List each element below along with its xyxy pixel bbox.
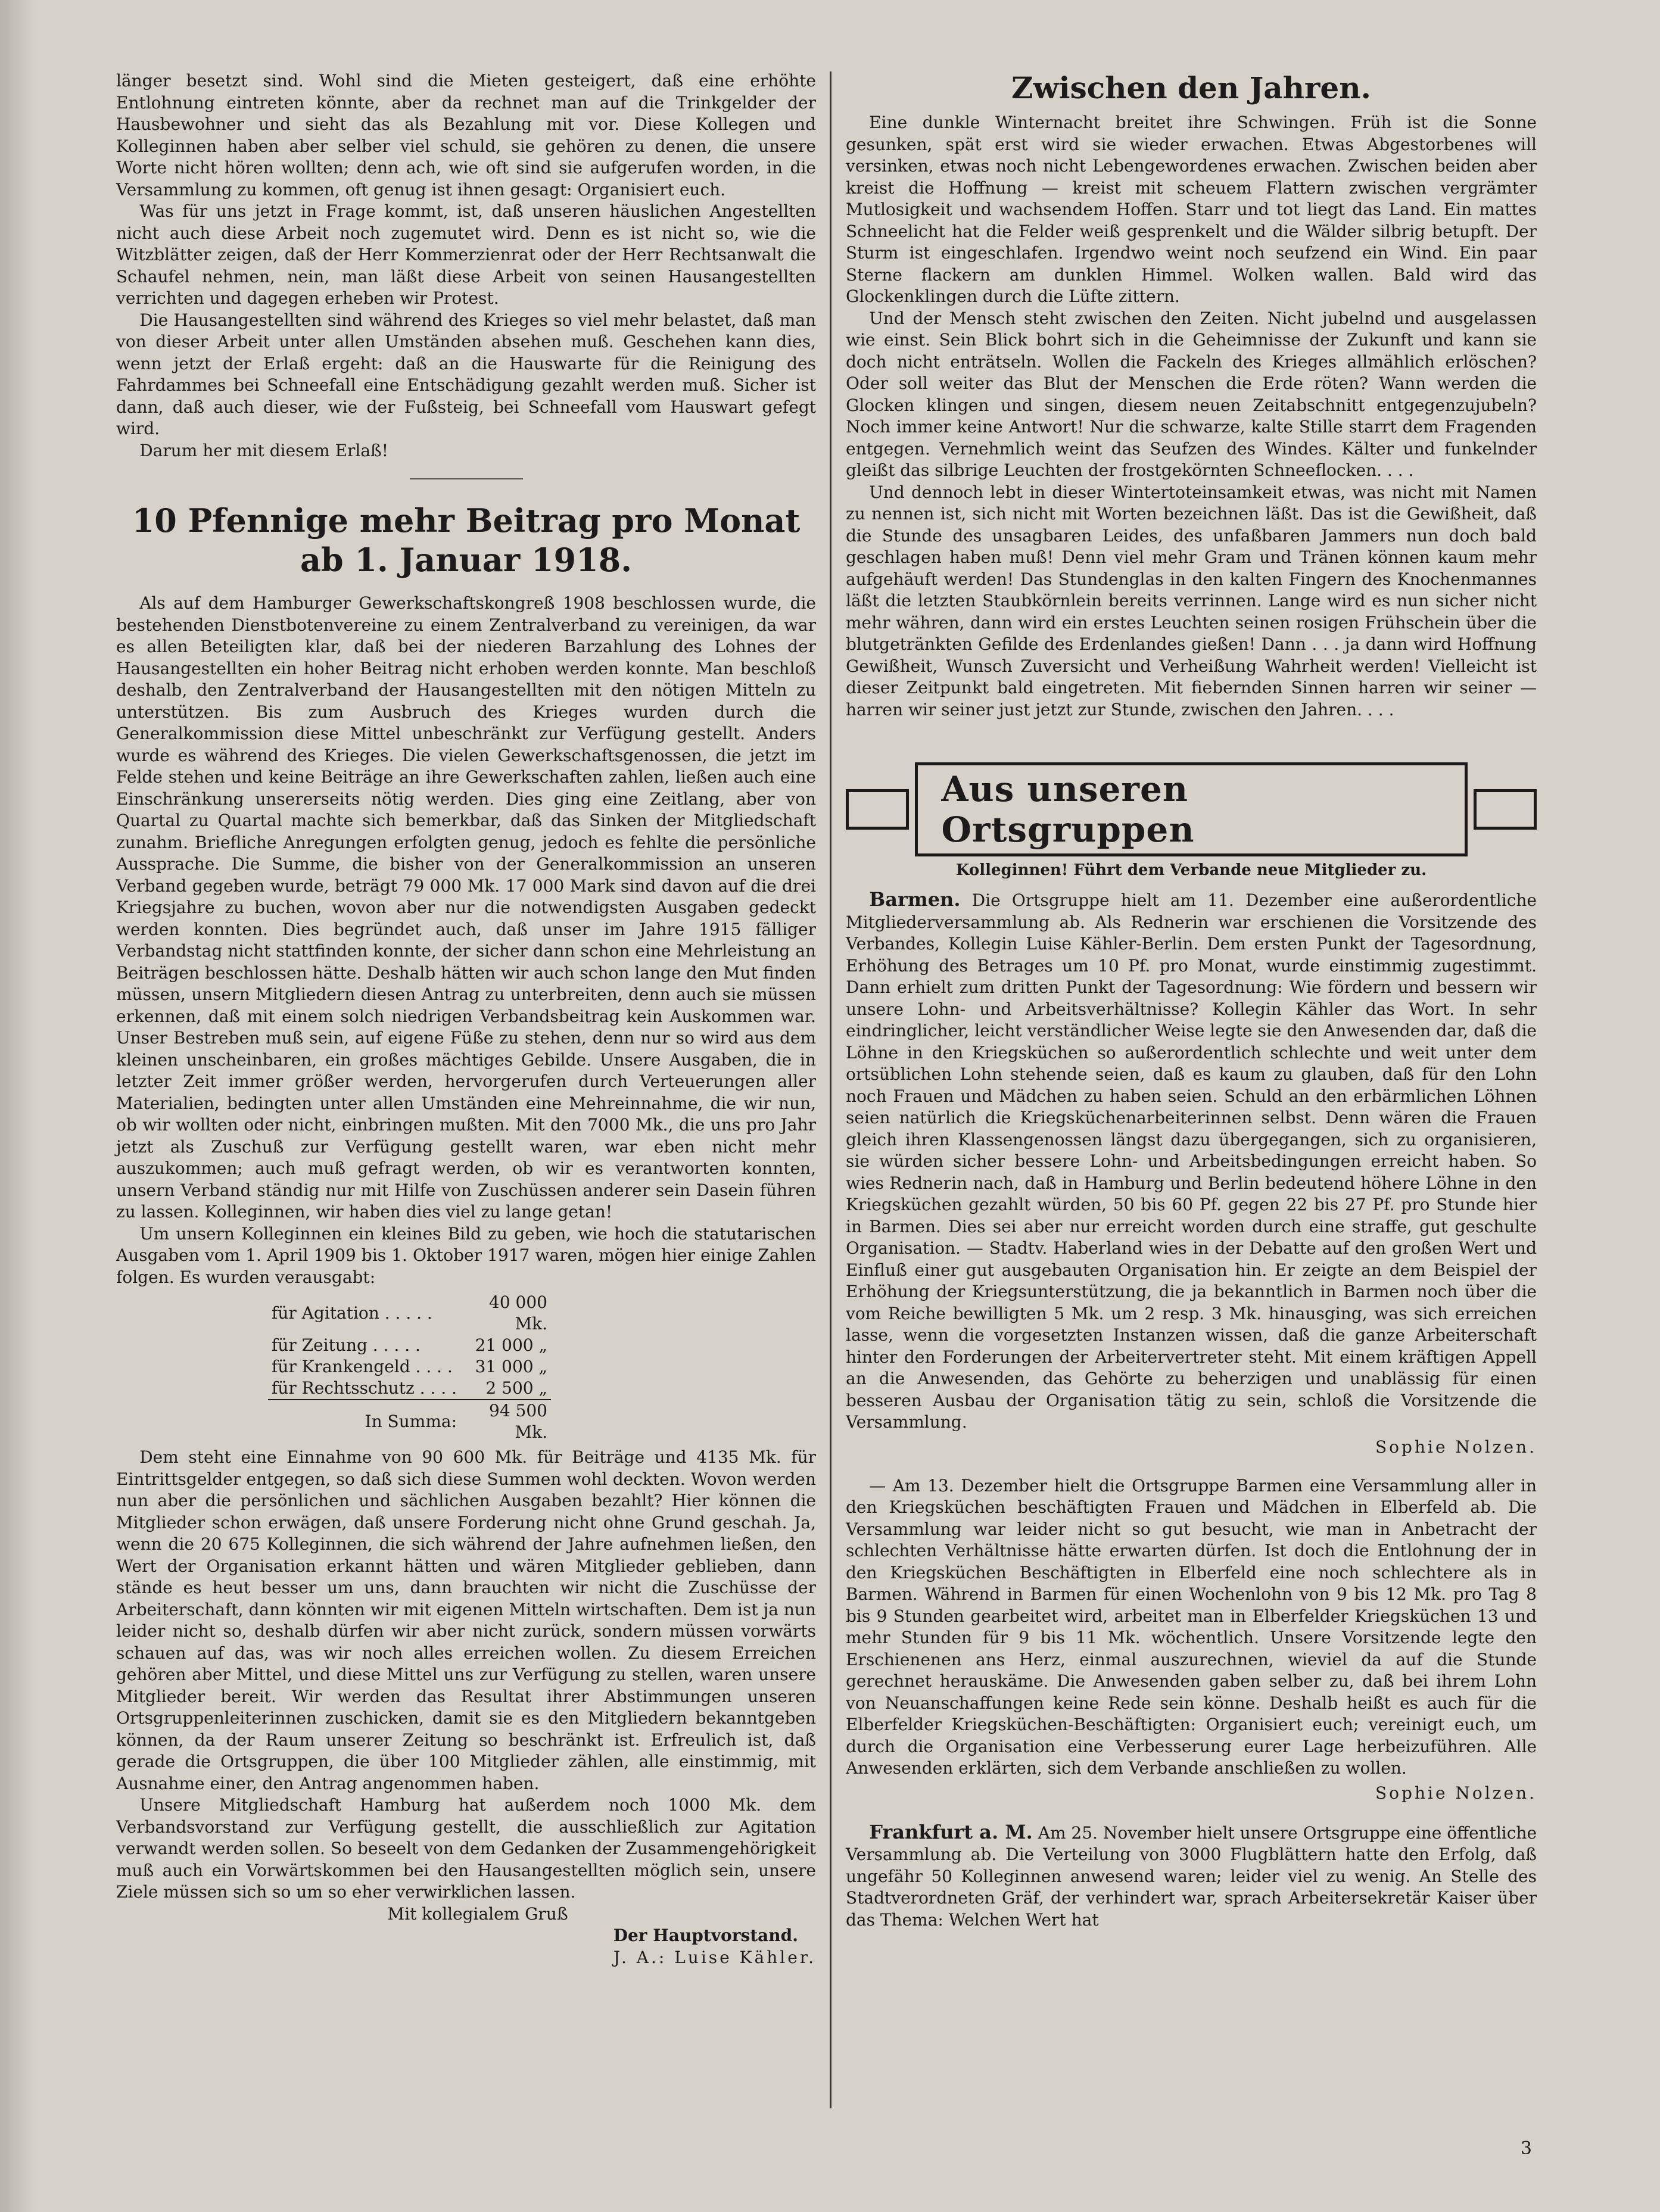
article-title: Zwischen den Jahren. xyxy=(1011,70,1371,105)
right-column xyxy=(846,70,1537,1931)
section-slogan: Kolleginnen! Führt dem Verbande neue Mitglieder zu. xyxy=(955,861,1427,879)
signature-name: J. A.: Luise Kähler. xyxy=(613,1947,816,1967)
page-number: 3 xyxy=(1520,2138,1532,2159)
paragraph: länger besetzt sind. Wohl sind die Mieten gesteigert, daß eine erhöhte Entlohnung eintreten könnte, aber da rechnet man auf die Trinkgelder der Hausbewohner und sieht das als Bezahlung mit vor. Diese Kollegen und Kolleginnen haben aber selber viel schuld, sie gehören zu denen, die unsere Worte nicht hören wollten; denn ach, wie oft sind sie aufgerufen worden, in die Versammlung zu kommen, oft genug ist ihnen gesagt: Organisiert euch. xyxy=(116,71,816,200)
paragraph: Und der Mensch steht zwischen den Zeiten. Nicht jubelnd und ausgelassen wie einst. Sein Blick bohrt sich in die Geheimnisse der Zukunft und kann sie doch nicht enträtseln. Wollen die Fackeln des Krieges allmählich erlöschen? Oder soll weiter das Blut der Menschen die Erde röten? Wann werden die Glocken klingen und singen, diesem neuen Zeitabschnitt entgegenzujubeln? Noch immer keine Antwort! Nur die schwarze, kalte Stille starrt dem Fragenden entgegen. Vernehmlich weint das Seufzen des Windes. Kälter und funkelnder gleißt das silbrige Leuchten der frostgekörnten Schneeflocken. . . . xyxy=(846,308,1537,480)
table-row xyxy=(268,1335,551,1356)
table-cell-value: 40 000 Mk. xyxy=(489,1292,547,1334)
paragraph: Was für uns jetzt in Frage kommt, ist, daß unseren häuslichen Angestellten nicht auch diese Arbeit noch zugemutet wird. Denn es ist nicht so, wie die Witzblätter zeigen, daß der Herr Kommerzienrat oder der Herr Rechtsanwalt die Schaufel nehmen, nein, man läßt diese Arbeit von seinen Hausangestellten verrichten und dagegen erheben wir Protest. xyxy=(116,201,816,308)
table-cell-label: für Krankengeld . . . . xyxy=(272,1357,453,1376)
table-row xyxy=(268,1292,551,1335)
paragraph: Und dennoch lebt in dieser Wintertoteinsamkeit etwas, was nicht mit Namen zu nennen ist, sich nicht mit Worten bezeichnen läßt. Das ist die Gewißheit, daß die Stunde des unsagbaren Leides, des unfaßbaren Jammers nun doch bald geschlagen haben muß! Denn viel mehr Gram und Tränen können kaum mehr aufgehäuft werden! Das Stundenglas in den kalten Fingern des Knochenmannes läßt die letzten Staubkörnlein bereits verrinnen. Lange wird es nun sicher nicht mehr währen, dann wird ein erstes Leuchten seinen rosigen Frühschein über die blutgetränkten Gefilde des Erdenlandes gießen! Dann . . . ja dann wird Hoffnung Gewißheit, Wunsch Zuversicht und Verheißung Wahrheit werden! Vielleicht ist dieser Zeitpunkt bald eingetreten. Mit fiebernden Sinnen harren wir seiner — harren wir seiner just jetzt zur Stunde, zwischen den Jahren. . . . xyxy=(846,482,1537,719)
report-text: Am 25. November hielt unsere Ortsgruppe eine öffentliche Versammlung ab. Die Verteilung von 3000 Flugblättern hatte den Erfolg, daß ungefähr 50 Kolleginnen anwesend waren; leider viel zu wenig. An Stelle des Stadtverordneten Gräf, der verhindert war, sprach Arbeitersekretär Kaiser über das Thema: Welchen Wert hat xyxy=(846,1822,1537,1930)
table-sum-value: 94 500 Mk. xyxy=(460,1400,551,1443)
paragraph: Eine dunkle Winternacht breitet ihre Schwingen. Früh ist die Sonne gesunken, spät erst wird sie wieder erwachen. Etwas Abgestorbenes will versinken, etwas noch nicht Lebengewordenes erwachen. Zwischen beiden aber kreist die Hoffnung — kreist mit scheuem Flattern zwischen vergrämter Mutlosigkeit und wachsendem Hoffen. Starr und tot liegt das Land. Ein mattes Schneelicht hat die Felder weiß gesprenkelt und die Wälder silbrig betupft. Der Sturm ist eingeschlafen. Irgendwo weint noch seufzend ein Wind. Ein paar Sterne flackern am dunklen Himmel. Wolken wallen. Bald wird das Glockenklingen durch die Lüfte zittern. xyxy=(846,113,1537,306)
report-text: Die Ortsgruppe hielt am 11. Dezember eine außerordentliche Mitgliederversammlung ab. Als Rednerin war erschienen die Vorsitzende des Verbandes, Kollegin Luise Kähler-Berlin. Dem ersten Punkt der Tagesordnung, Erhöhung des Betrages um 10 Pf. pro Monat, wurde einstimmig zugestimmt. Dann erhielt zum dritten Punkt der Tagesordnung: Wie fördern und bessern wir unsere Lohn- und Arbeitsverhältnisse? Kollegin Kähler das Wort. In sehr eindringlicher, leicht verständlicher Weise legte sie den Anwesenden dar, daß die Löhne in den Kriegsküchen so außerordentlich schlechte und weit unter dem ortsüblichen Lohn stehende seien, daß es kaum zu glauben, daß für den Lohn noch Frauen und Mädchen zu haben seien. Schuld an den erbärmlichen Löhnen seien natürlich die Kriegsküchenarbeiterinnen selbst. Denn wären die Frauen gleich ihren Klassengenossen längst dazu übergegangen, sich zu organisieren, sie würden sicher bessere Lohn- und Arbeitsbedingungen erreicht haben. So wies Rednerin nach, daß in Hamburg und Berlin bedeutend höhere Löhne in den Kriegsküchen gezahlt würden, 50 bis 60 Pf. gegen 22 bis 27 Pf. pro Stunde hier in Barmen. Dies sei aber nur erreicht worden durch eine straffe, gut geschulte Organisation. — Stadtv. Haberland wies in der Debatte auf den großen Wert und Einfluß einer gut ausgebauten Organisation hin. Er zeigte an dem Beispiel der Erhöhung der Kriegsunterstützung, die ja bekanntlich in Barmen noch über die vom Reiche bewilligten 5 Mk. um 2 resp. 3 Mk. hinausging, was sich erreichen lasse, wenn die vorgesetzten Instanzen wissen, daß die ganze Arbeiterschaft hinter den Forderungen der Arbeitervertreter steht. Mit einem kräftigen Appell an die Anwesenden, das Gehörte zu beherzigen und unablässig für einen besseren Ausbau der Organisation tätig zu sein, schloß die Vorsitzende die Versammlung. xyxy=(846,890,1537,1432)
signature-board: Der Hauptvorstand. xyxy=(613,1926,798,1945)
place-name: Frankfurt a. M. xyxy=(869,1820,1033,1843)
report-barmen xyxy=(846,889,1537,1434)
section-header xyxy=(846,762,1537,856)
table-cell-value: 2 500 „ xyxy=(485,1378,547,1398)
left-column xyxy=(116,70,816,1968)
table-row xyxy=(268,1356,551,1378)
paragraph: Als auf dem Hamburger Gewerkschaftskongreß 1908 beschlossen wurde, die bestehenden Dienstbotenvereine zu einem Zentralverband zu vereinigen, da war es allen Beteiligten klar, daß bei der niederen Barzahlung des Lohnes der Hausangestellten ein hoher Beitrag nicht erhoben werden konnte. Man beschloß deshalb, den Zentralverband der Hausangestellten mit den nötigen Mitteln zu unterstützen. Bis zum Ausbruch des Krieges wurden durch die Generalkommission diese Mittel unbeschränkt zur Verfügung gestellt. Anders wurde es während des Krieges. Die vielen Gewerkschaftsgenossen, die jetzt im Felde stehen und keine Beiträge an ihre Gewerkschaften zahlen, ließen auch eine Einschränkung unsererseits nötig werden. Dies ging eine Zeitlang, aber von Quartal zu Quartal machte sich bemerkbar, daß das Sinken der Mitgliedschaft zunahm. Briefliche Anregungen erfolgten genug, jedoch es fehlte die persönliche Aussprache. Die Summe, die bisher von der Generalkommission an unseren Verband gegeben wurde, beträgt 79 000 Mk. 17 000 Mark sind davon auf die drei Kriegsjahre zu buchen, wovon aber nur die notwendigsten Ausgaben gedeckt werden konnten. Dies begründet auch, daß unser im Jahre 1915 fälliger Verbandstag nicht stattfinden konnte, der sicher dann schon eine Mehrleistung an Beiträgen beschlossen hätte. Deshalb hätten wir auch schon lange den Mut finden müssen, unsern Mitgliedern diesen Antrag zu unterbreiten, denn auch sie müssen erkennen, daß mit einem solch niedrigen Verbandsbeitrag kein Auskommen war. Unser Bestreben muß sein, auf eigene Füße zu stehen, denn nur so wird aus dem kleinen unscheinbaren, ein großes mächtiges Gebilde. Unsere Ausgaben, die in letzter Zeit immer größer werden, hervorgerufen durch Verteuerungen aller Materialien, bedingten unter allen Umständen eine Mehreinnahme, die wir nun, ob wir wollten oder nicht, einbringen mußten. Mit den 7000 Mk., die uns pro Jahr jetzt als Zuschuß zur Verfügung gestellt waren, war eben nicht mehr auszukommen; auch muß gefragt werden, ob wir es verantworten konnten, unsern Verband ständig nur mit Hilfe von Zuschüssen anderer sein Dasein führen zu lassen. Kolleginnen, wir haben dies viel zu lange getan! xyxy=(116,593,816,1222)
separator xyxy=(410,478,523,479)
decorative-frame xyxy=(846,789,909,830)
greeting: Mit kollegialem Gruß xyxy=(387,1903,568,1924)
paragraph: Unsere Mitgliedschaft Hamburg hat außerdem noch 1000 Mk. dem Verbandsvorstand zur Verfügung gestellt, die ausschließlich zur Agitation verwandt werden sollen. So beseelt von dem Gedanken der Zusammengehörigkeit muß auch ein Vorwärtskommen bei den Hausangestellten möglich sein, unsere Ziele müssen sich so um so eher verwirklichen lassen. xyxy=(116,1795,816,1902)
table-cell-label: für Agitation . . . . . xyxy=(272,1303,432,1323)
paragraph: Dem steht eine Einnahme von 90 600 Mk. für Beiträge und 4135 Mk. für Eintrittsgelder entgegen, so daß sich diese Summen wohl deckten. Wovon werden nun aber die persönlichen und sächlichen Ausgaben bezahlt? Hier können die Mitglieder schon erwägen, daß unsere Forderung nicht ohne Grund geschah. Ja, wenn die 20 675 Kolleginnen, die sich während der Jahre aufnehmen ließen, den Wert der Organisation erkannt hätten und wären Mitglieder geblieben, dann stände es heut besser um uns, dann brauchten wir nicht die Zuschüsse der Arbeiterschaft, dann könnten wir mit eigenen Mitteln wirtschaften. Dem ist ja nun leider nicht so, deshalb dürfen wir aber nicht zurück, sondern müssen vorwärts schauen auf das, was wir noch alles erreichen wollen. Zu diesem Erreichen gehören aber Mittel, und diese Mittel uns zur Verfügung zu stellen, waren unsere Mitglieder bereit. Wir werden das Resultat ihrer Abstimmungen unseren Ortsgruppenleiterinnen zuschicken, damit sie es den Mitgliedern bekanntgeben können, da der Raum unserer Zeitung so beschränkt ist. Erfreulich ist, daß gerade die Ortsgruppen, die über 100 Mitglieder zählen, alle einstimmig, mit Ausnahme einer, den Antrag angenommen haben. xyxy=(116,1447,816,1793)
table-cell-label: für Zeitung . . . . . xyxy=(272,1335,421,1355)
place-name: Barmen. xyxy=(869,888,961,911)
section-title: Aus unseren Ortsgruppen xyxy=(915,762,1468,856)
decorative-frame xyxy=(1474,789,1537,830)
paragraph: Die Hausangestellten sind während des Krieges so viel mehr belastet, daß man von dieser Arbeit unter allen Umständen absehen muß. Geschehen kann dies, wenn jetzt der Erlaß ergeht: daß an die Hauswarte für die Reinigung des Fahrdammes bei Schneefall eine Entschädigung gezahlt werden muß. Sicher ist dann, daß auch dieser, wie der Fußsteig, bei Schneefall vom Hauswart gefegt wird. xyxy=(116,310,816,438)
page-edge-shadow xyxy=(0,0,36,2212)
article-headline: 10 Pfennige mehr Beitrag pro Monat ab 1. Januar 1918. xyxy=(132,501,801,579)
paragraph: Darum her mit diesem Erlaß! xyxy=(139,440,389,460)
table-cell-value: 31 000 „ xyxy=(475,1357,547,1376)
column-rule xyxy=(830,71,831,2108)
table-sum-label: In Summa: xyxy=(268,1400,460,1443)
report-frankfurt xyxy=(846,1821,1537,1931)
paragraph: Um unsern Kolleginnen ein kleines Bild zu geben, wie hoch die statutarischen Ausgaben vom 1. April 1909 bis 1. Oktober 1917 waren, mögen hier einige Zahlen folgen. Es wurden verausgabt: xyxy=(116,1223,816,1287)
table-cell-label: für Rechtsschutz . . . . xyxy=(272,1378,457,1398)
report-barmen-2: — Am 13. Dezember hielt die Ortsgruppe Barmen eine Versammlung aller in den Kriegsküchen beschäftigten Frauen und Mädchen in Elberfeld ab. Die Versammlung war leider nicht so gut besucht, wie man in Anbetracht der schlechten Verhältnisse hätte erwarten dürfen. Ist doch die Entlohnung der in den Kriegsküchen Beschäftigten in Elberfeld eine noch schlechtere als in Barmen. Während in Barmen für einen Wochenlohn von 9 bis 12 Mk. pro Tag 8 bis 9 Stunden gearbeitet wird, arbeitet man in Elberfelder Kriegsküchen 13 und mehr Stunden für 9 bis 11 Mk. wöchentlich. Unsere Vorsitzende legte den Erschienenen ans Herz, einmal auszurechnen, wieviel da auf die Stunde gerechnet herauskäme. Die Anwesenden gaben selber zu, daß bei ihrem Lohn von Neuanschaffungen keine Rede sein könne. Deshalb heißt es auch für die Elberfelder Kriegsküchen-Beschäftigten: Organisiert euch; vereinigt euch, um durch die Organisation eine Verbesserung eurer Lage herbeizuführen. Alle Anwesenden erklärten, sich dem Verbande anschließen zu wollen. xyxy=(846,1475,1537,1778)
report-signature: Sophie Nolzen. xyxy=(1375,1783,1537,1803)
table-sum-row xyxy=(268,1400,551,1443)
expenditure-table xyxy=(268,1292,551,1443)
report-signature: Sophie Nolzen. xyxy=(1375,1437,1537,1457)
table-cell-value: 21 000 „ xyxy=(475,1335,547,1355)
table-row xyxy=(268,1378,551,1400)
